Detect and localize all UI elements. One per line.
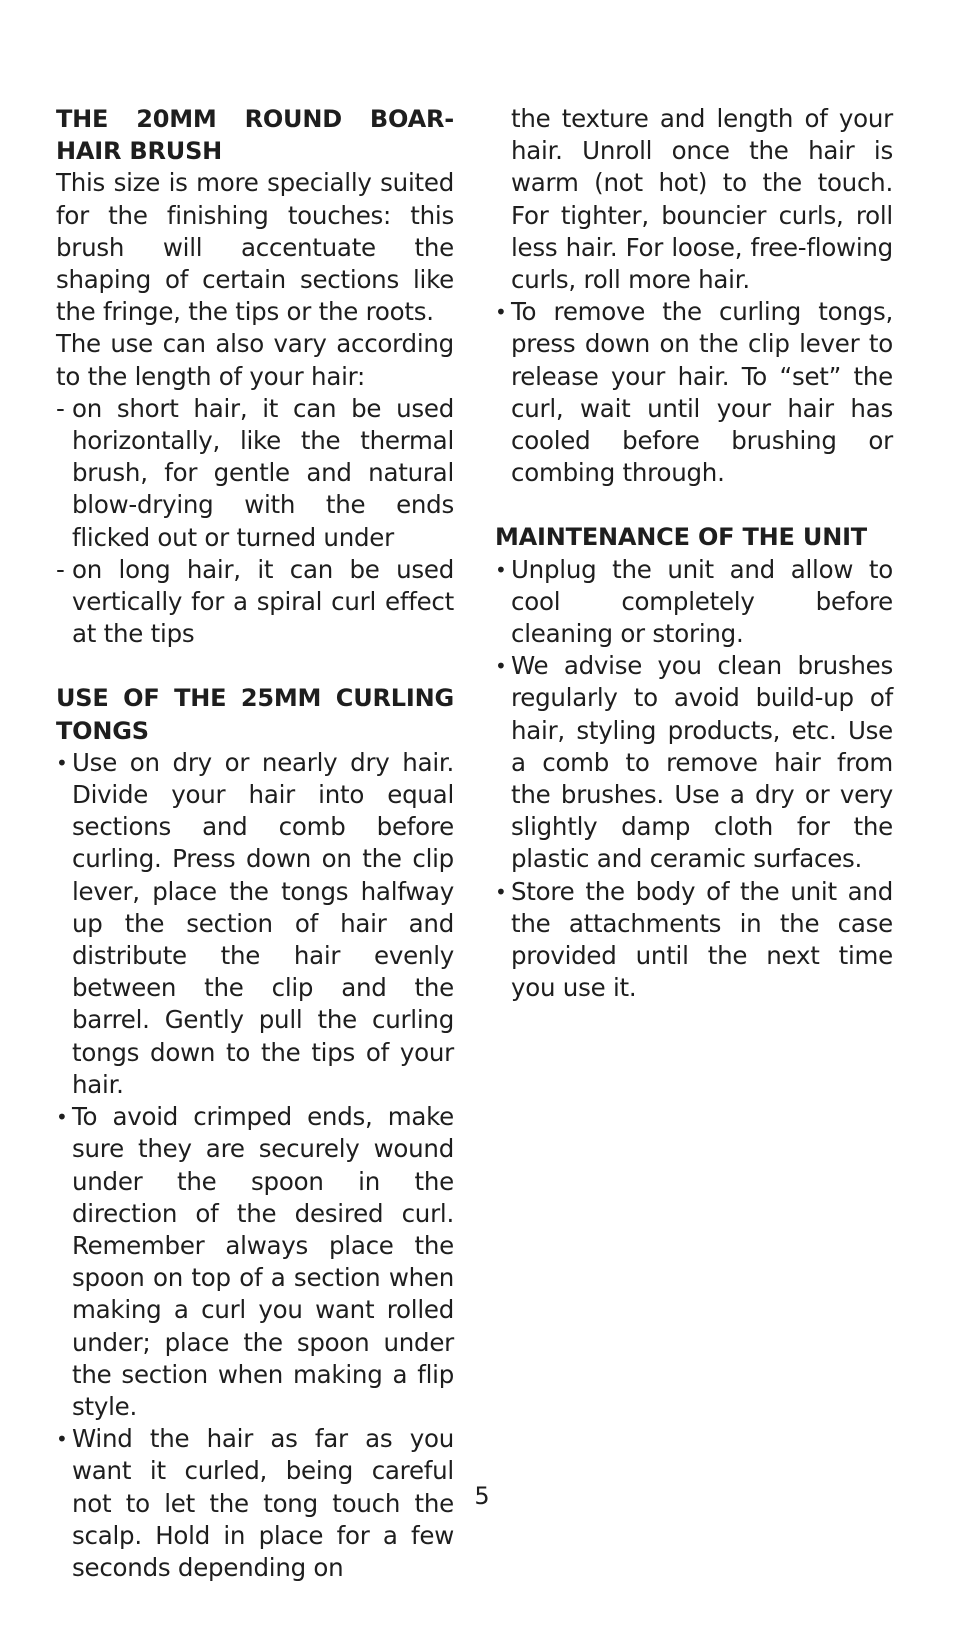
section-heading-boar-brush: THE 20MM ROUND BOAR-HAIR BRUSH	[56, 105, 454, 166]
continued-paragraph: the texture and length of your hair. Unroll once the hair is warm (not hot) to the touch. For tighter, bouncier curls, roll less hair. For loose, free-flowing curls, roll more hair.	[511, 104, 893, 295]
list-item	[56, 1101, 454, 1423]
list-item	[495, 650, 893, 875]
list-item-text: Store the body of the unit and the attachments in the case provided until the next time you use it.	[511, 876, 893, 1003]
curling-tongs-bullet-list-continued	[495, 296, 893, 489]
boar-brush-paragraph-1: This size is more specially suited for the finishing touches: this brush will accentuate the shaping of certain sections like the fringe, the tips or the roots.	[56, 168, 454, 327]
right-column	[495, 103, 893, 1004]
bullet-marker: •	[56, 750, 68, 775]
section-heading-curling-tongs: USE OF THE 25MM CURLING TONGS	[56, 684, 454, 745]
list-item	[56, 747, 454, 1101]
list-item-text: We advise you clean brushes regularly to avoid build-up of hair, styling products, etc. Use a comb to remove hair from the brushes. Use a dry or very slightly damp cloth for the plastic and ceramic surfaces.	[511, 651, 893, 874]
maintenance-bullet-list	[495, 554, 893, 1005]
dash-marker: -	[56, 393, 65, 423]
list-item	[495, 554, 893, 651]
list-item	[56, 554, 454, 651]
bullet-marker: •	[56, 1105, 68, 1130]
dash-marker: -	[56, 554, 65, 584]
list-item-text: Wind the hair as far as you want it curled, being careful not to let the tong touch the scalp. Hold in place for a few seconds depending on	[72, 1424, 454, 1582]
section-spacer	[495, 489, 893, 521]
boar-brush-paragraph-2: The use can also vary according to the length of your hair:	[56, 329, 454, 391]
list-item-text: on short hair, it can be used horizontally, like the thermal brush, for gentle and natural blow-drying with the ends flicked out or turned under	[72, 393, 454, 552]
list-item-text: To avoid crimped ends, make sure they are securely wound under the spoon in the direction of the desired curl. Remember always place the spoon on top of a section when making a curl you want rolled under; place the spoon under the section when making a flip style.	[72, 1102, 454, 1421]
bullet-marker: •	[495, 557, 507, 582]
list-item-text: To remove the curling tongs, press down on the clip lever to release your hair. To “set” the curl, wait until your hair has cooled before brushing or combing through.	[511, 297, 893, 488]
section-heading-maintenance: MAINTENANCE OF THE UNIT	[495, 523, 867, 552]
bullet-marker: •	[495, 300, 507, 325]
section-spacer	[56, 650, 454, 682]
list-item-text: Unplug the unit and allow to cool completely before cleaning or storing.	[511, 554, 893, 649]
list-item-text: Use on dry or nearly dry hair. Divide your hair into equal sections and comb before curling. Press down on the clip lever, place the tongs halfway up the section of hair and distribute the hair evenly between the clip and the barrel. Gently pull the curling tongs down to the tips of your hair.	[72, 747, 454, 1099]
curling-tongs-bullet-list	[56, 747, 454, 1584]
list-item	[495, 296, 893, 489]
list-item-text: on long hair, it can be used vertically for a spiral curl effect at the tips	[72, 554, 454, 649]
list-item	[56, 393, 454, 554]
bullet-marker: •	[56, 1427, 68, 1452]
list-item	[495, 876, 893, 1005]
page-number: 5	[474, 1482, 490, 1510]
boar-brush-dash-list	[56, 393, 454, 651]
bullet-marker: •	[495, 879, 507, 904]
left-column	[56, 103, 454, 1584]
bullet-marker: •	[495, 654, 507, 679]
